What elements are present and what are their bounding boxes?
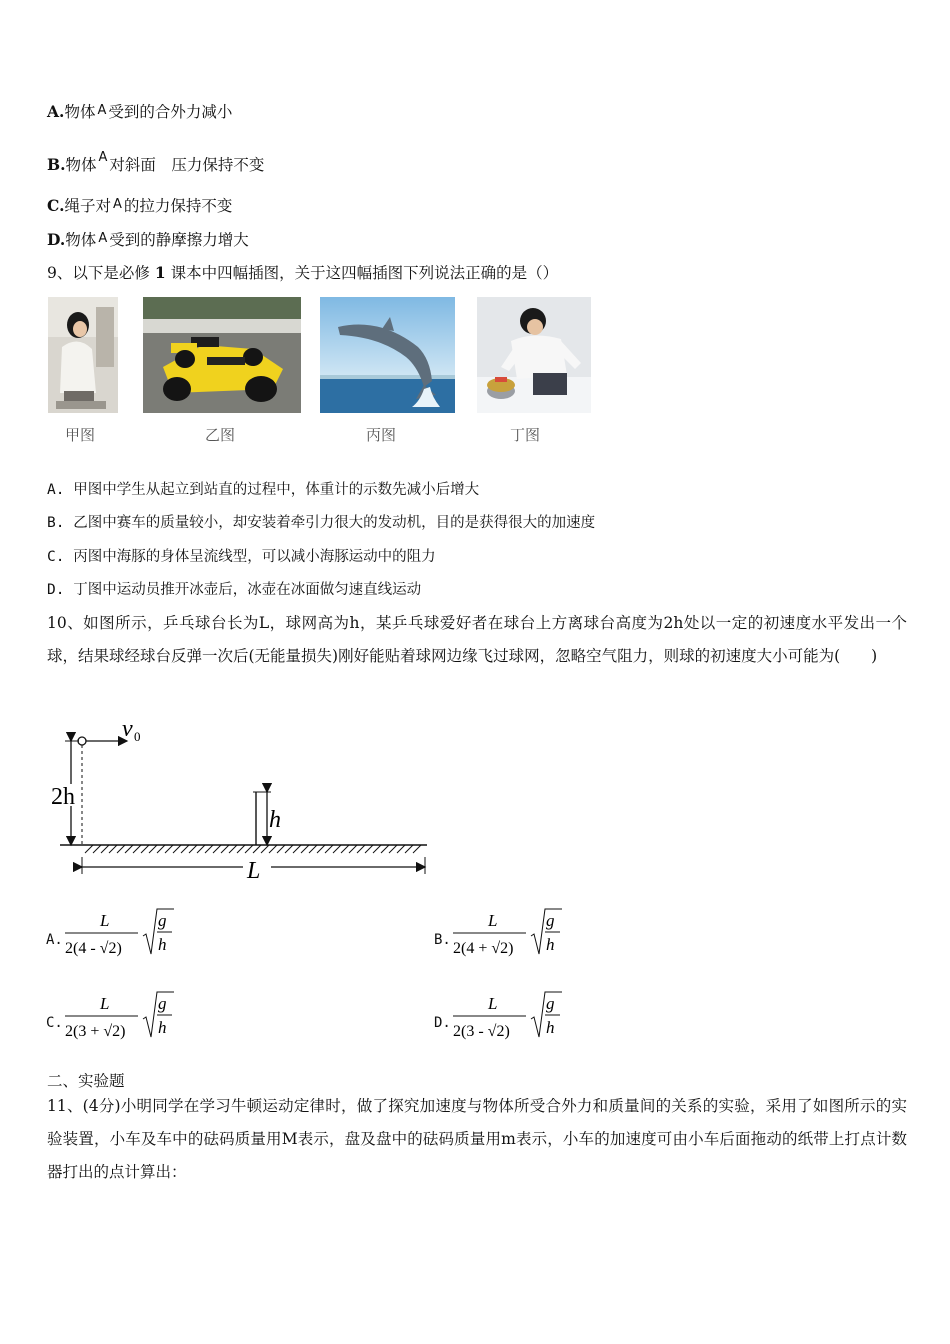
svg-text:L: L (488, 911, 498, 930)
svg-text:h: h (546, 1018, 555, 1037)
caption-bing: 丙图 (366, 426, 397, 444)
dolphin-photo (320, 297, 455, 413)
velocity-subscript: 0 (134, 729, 141, 744)
caption-ding: 丁图 (510, 426, 541, 444)
svg-text:2(3 - √2): 2(3 - √2) (453, 1023, 510, 1040)
svg-text:2(4 + √2): 2(4 + √2) (453, 940, 514, 957)
q9-option-a: A. 甲图中学生从起立到站直的过程中，体重计的示数先减小后增大 (47, 482, 480, 498)
q8-option-c: C.绳子对 A 的拉力保持不变 (47, 196, 233, 215)
q9-stem: 9、以下是必修 1 课本中四幅插图，关于这四幅插图下列说法正确的是（） (47, 263, 559, 282)
svg-text:g: g (546, 994, 555, 1013)
svg-text:h: h (158, 935, 167, 954)
q9-option-b: B. 乙图中赛车的质量较小，却安装着牵引力很大的发动机，目的是获得很大的加速度 (47, 515, 596, 531)
table-tennis-diagram (45, 712, 435, 884)
svg-text:2(4 - √2): 2(4 - √2) (65, 940, 122, 957)
q9-option-d: D. 丁图中运动员推开冰壶后，冰壶在冰面做匀速直线运动 (47, 582, 422, 598)
q8-option-d: D.物体 A 受到的静摩擦力增大 (47, 230, 249, 249)
section-title: 二、实验题 (47, 1072, 125, 1090)
q8-option-a: A.物体 A 受到的合外力减小 (47, 102, 233, 121)
q11-stem: 11、(4分)小明同学在学习牛顿运动定律时，做了探究加速度与物体所受合外力和质量间的关系的实验，采用了如图所示的实验装置，小车及车中的砝码质量用M表示，盘及盘中的砝码质量用m表示，小车的加速度可由小车后面拖动的纸带上打点计数器打出的点计算出： (47, 1097, 907, 1181)
q8-option-b: B.物体 $^A$ 对斜面 压力保持不变 (47, 150, 265, 174)
height-2h-label: 2h (51, 784, 75, 810)
net-h-label: h (269, 807, 281, 833)
svg-text:L: L (100, 994, 110, 1013)
race-car-photo (143, 297, 301, 413)
svg-text:h: h (158, 1018, 167, 1037)
svg-text:2(3 + √2): 2(3 + √2) (65, 1023, 126, 1040)
caption-yi: 乙图 (205, 426, 236, 444)
svg-text:h: h (546, 935, 555, 954)
svg-text:L: L (488, 994, 498, 1013)
svg-text:g: g (158, 911, 167, 930)
svg-text:L: L (100, 911, 110, 930)
velocity-label: v (122, 716, 133, 742)
curling-photo (477, 297, 591, 413)
student-scale-photo (48, 297, 118, 413)
caption-jia: 甲图 (65, 426, 96, 444)
ball (78, 737, 86, 745)
q9-option-c: C. 丙图中海豚的身体呈流线型，可以减小海豚运动中的阻力 (47, 549, 436, 565)
svg-text:g: g (546, 911, 555, 930)
q10-stem: 10、如图所示，乒乓球台长为L，球网高为h，某乒乓球爱好者在球台上方离球台高度为2h处以一定的初速度水平发出一个球，结果球经球台反弹一次后(无能量损失)刚好能贴着球网边缘飞过球网，忽略空气阻力，则球的初速度大小可能为( ) (47, 614, 907, 665)
length-L-label: L (247, 858, 261, 884)
svg-text:g: g (158, 994, 167, 1013)
